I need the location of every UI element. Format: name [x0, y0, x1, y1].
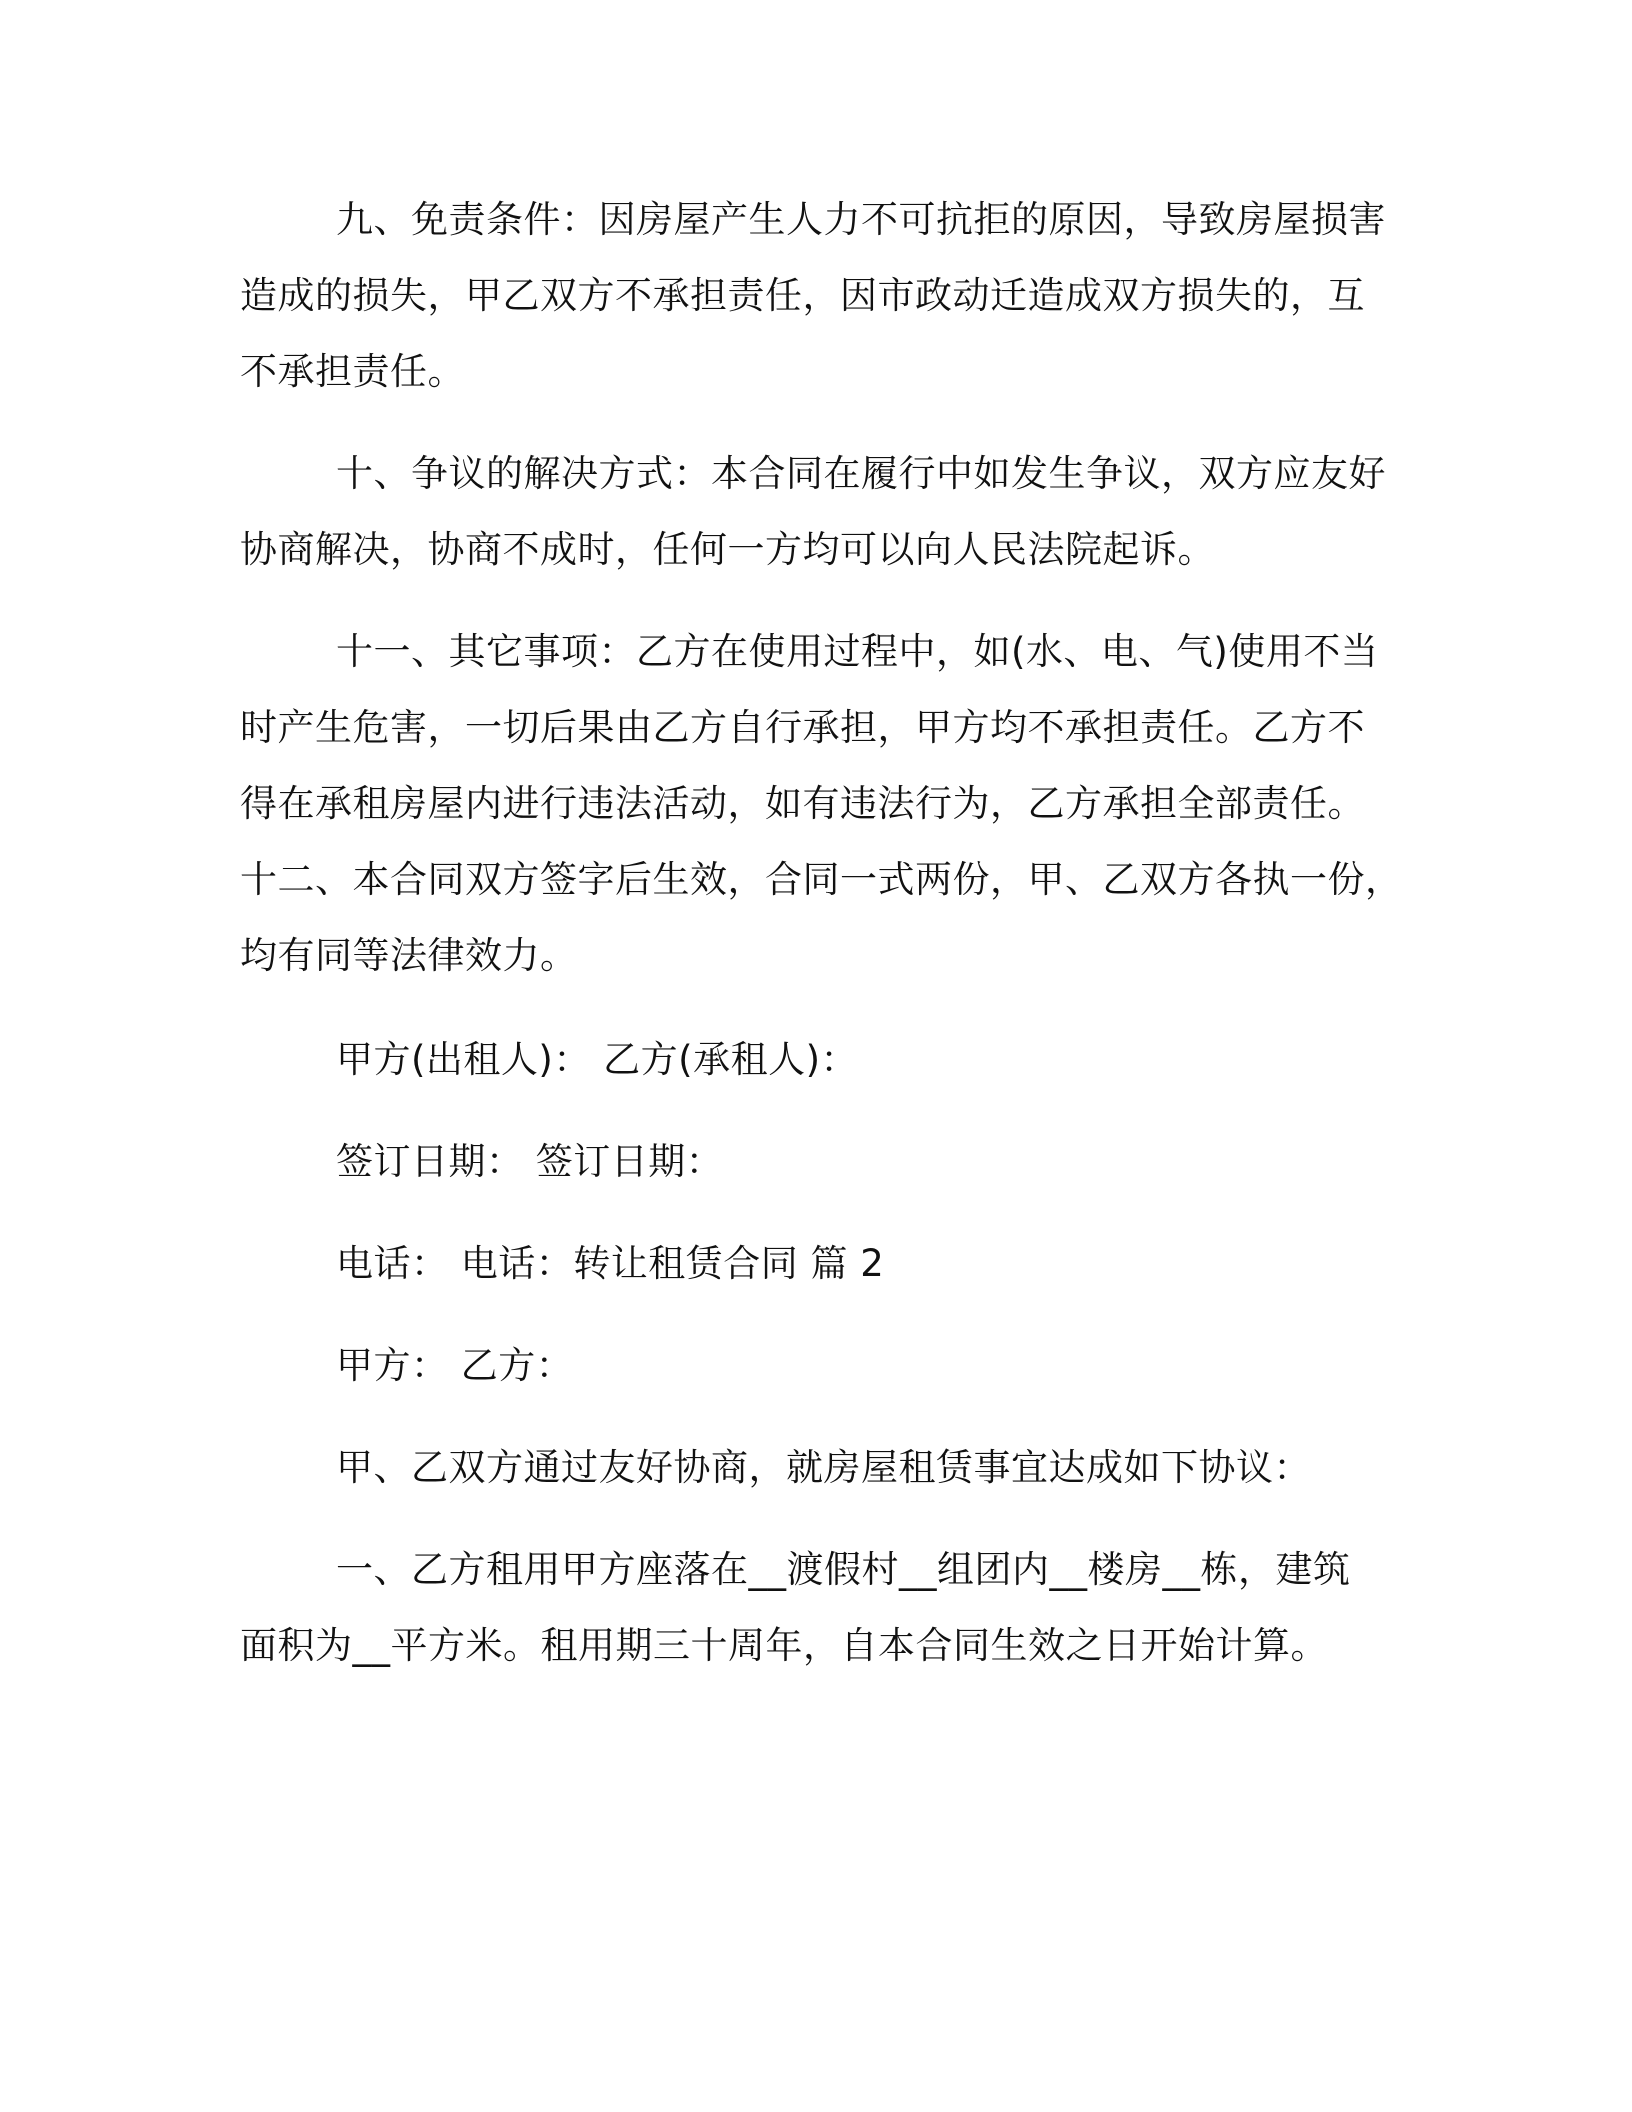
- clause-9-line-3: 不承担责任。: [240, 350, 465, 393]
- clause-11-line-3: 得在承租房屋内进行违法活动，如有违法行为，乙方承担全部责任。: [240, 782, 1365, 825]
- party-signature-line: 甲方(出租人)： 乙方(承租人)：: [336, 1038, 859, 1081]
- parties-line: 甲方： 乙方：: [336, 1344, 574, 1387]
- clause-12-line-1: 十二、本合同双方签字后生效，合同一式两份，甲、乙双方各执一份，: [240, 858, 1403, 901]
- clause-11-line-1: 十一、其它事项：乙方在使用过程中，如(水、电、气)使用不当: [336, 630, 1379, 673]
- clause-10-line-2: 协商解决，协商不成时，任何一方均可以向人民法院起诉。: [240, 528, 1215, 571]
- clause-1-line-2: 面积为__平方米。租用期三十周年，自本合同生效之日开始计算。: [240, 1624, 1328, 1667]
- clause-9-line-2: 造成的损失，甲乙双方不承担责任，因市政动迁造成双方损失的，互: [240, 274, 1365, 317]
- clause-12-line-2: 均有同等法律效力。: [240, 934, 578, 977]
- clause-11-line-2: 时产生危害，一切后果由乙方自行承担，甲方均不承担责任。乙方不: [240, 706, 1365, 749]
- agreement-intro-line: 甲、乙双方通过友好协商，就房屋租赁事宜达成如下协议：: [336, 1446, 1311, 1489]
- clause-9-line-1: 九、免责条件：因房屋产生人力不可抗拒的原因，导致房屋损害: [336, 198, 1386, 241]
- clause-10-line-1: 十、争议的解决方式：本合同在履行中如发生争议，双方应友好: [336, 452, 1386, 495]
- phone-and-title-line: 电话： 电话：转让租赁合同 篇 2: [336, 1242, 885, 1285]
- clause-1-line-1: 一、乙方租用甲方座落在__渡假村__组团内__楼房__栋，建筑: [336, 1548, 1351, 1591]
- sign-date-line: 签订日期： 签订日期：: [336, 1140, 724, 1183]
